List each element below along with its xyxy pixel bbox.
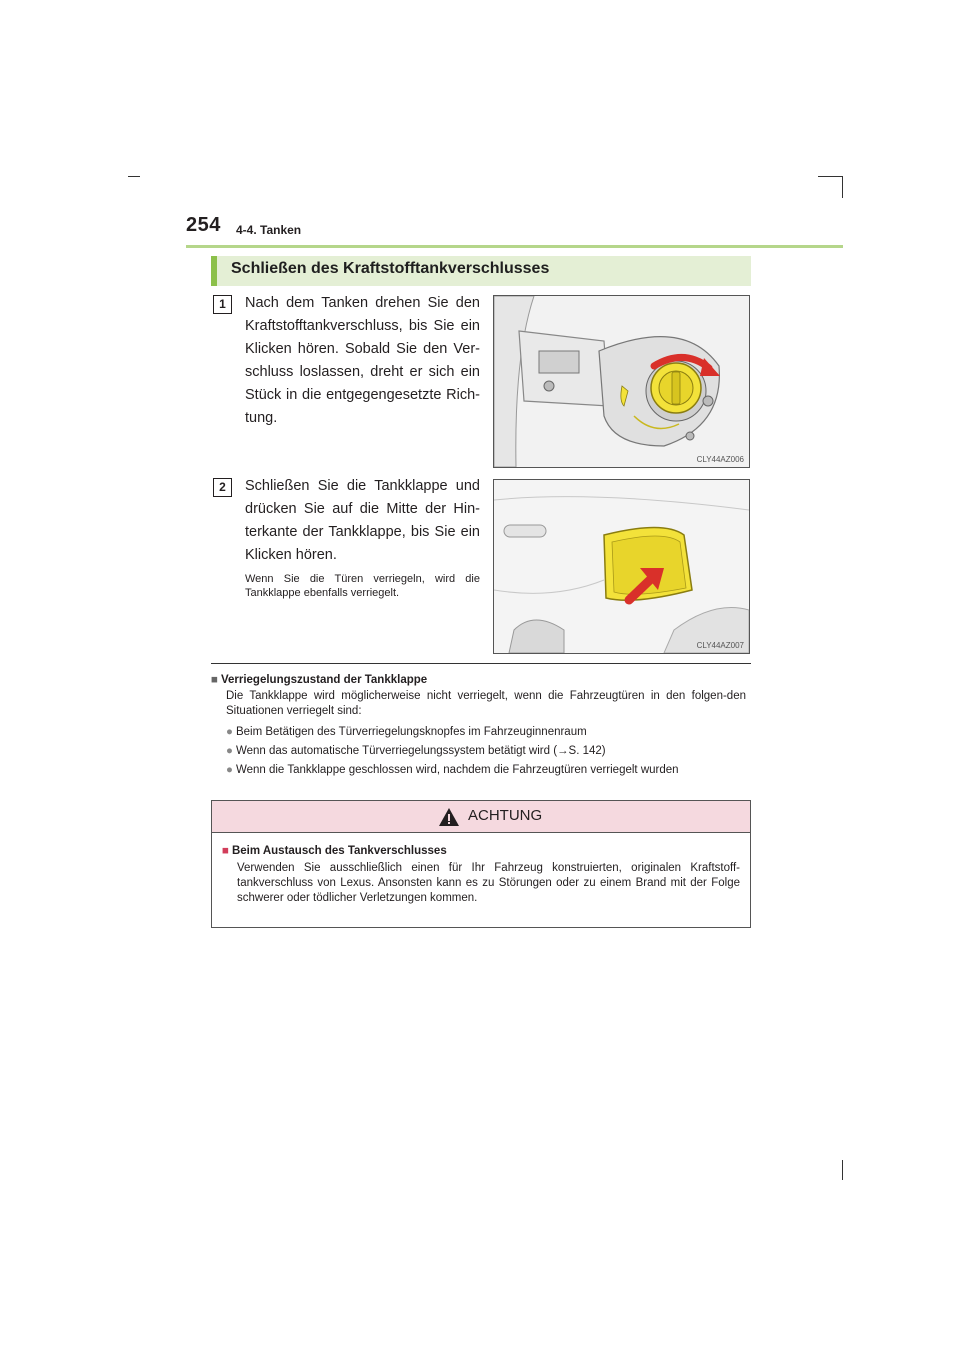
step-number-2: 2 <box>213 478 232 497</box>
figure-code: CLY44AZ006 <box>696 455 744 464</box>
step-1-text: Nach dem Tanken drehen Sie den Kraftstofftankverschluss, bis Sie ein Klicken hören. Sobald Sie den Ver-schluss loslassen, dreht er sich ein Stück in die entgegengesetzte Rich-tung. <box>245 295 480 426</box>
fuel-cap-illustration <box>494 296 749 467</box>
warning-body <box>212 833 750 906</box>
warning-header <box>212 801 750 833</box>
list-item-text: Wenn die Tankklappe geschlossen wird, nachdem die Fahrzeugtüren verriegelt wurden <box>235 764 679 776</box>
warning-subheading-text: Beim Austausch des Tankverschlusses <box>231 845 447 857</box>
warning-subheading <box>222 845 740 857</box>
warning-title: ACHTUNG <box>468 807 543 824</box>
page-number: 254 <box>186 214 221 236</box>
list-item <box>226 726 746 738</box>
warning-box <box>211 800 751 928</box>
bullet-icon: ● <box>226 745 233 757</box>
section-divider <box>211 663 751 664</box>
info-heading <box>211 674 746 686</box>
list-item-text: Wenn das automatische Türverriegelungssystem betätigt wird (→S. 142) <box>235 745 606 757</box>
crop-mark <box>842 1160 843 1180</box>
crop-mark <box>818 176 842 177</box>
step-2-note: Wenn Sie die Türen verriegeln, wird die Tankklappe ebenfalls verriegelt. <box>245 573 480 599</box>
figure-fuel-cap <box>493 295 750 468</box>
figure-code: CLY44AZ007 <box>696 641 744 650</box>
list-item-text: Beim Betätigen des Türverriegelungsknopfes im Fahrzeuginnenraum <box>235 726 587 738</box>
square-marker-icon: ■ <box>222 845 229 857</box>
fuel-door-illustration <box>494 480 749 653</box>
section-title: Schließen des Kraftstofftankverschlusses <box>231 260 550 277</box>
crop-mark <box>128 176 140 177</box>
chapter-title: 4-4. Tanken <box>236 223 302 237</box>
list-item <box>226 764 746 776</box>
header-rule <box>186 245 843 248</box>
crop-mark <box>842 176 843 198</box>
info-heading-text: Verriegelungszustand der Tankklappe <box>220 674 428 686</box>
section-bar <box>211 256 751 286</box>
warning-triangle-icon <box>438 807 460 827</box>
info-block <box>211 674 746 776</box>
square-marker-icon: ■ <box>211 674 218 686</box>
step-number-1: 1 <box>213 295 232 314</box>
list-item <box>226 745 746 757</box>
step-2-text: Schließen Sie die Tankklappe und drücken Sie auf die Mitte der Hin-terkante der Tankklappe, bis Sie ein Klicken hören. <box>245 478 480 563</box>
info-text: Die Tankklappe wird möglicherweise nicht verriegelt, wenn die Fahrzeugtüren in den folgen-den Situationen verriegelt sind: <box>226 690 746 717</box>
bullet-icon: ● <box>226 764 233 776</box>
figure-fuel-door <box>493 479 750 654</box>
warning-text: Verwenden Sie ausschließlich einen für Ihr Fahrzeug konstruierten, originalen Kraftstoff-tankverschluss von Lexus. Ansonsten kann es zu Störungen oder zu einem Brand mit der Folge schwerer oder tödlicher Verletzungen kommen. <box>237 862 740 904</box>
bullet-icon: ● <box>226 726 233 738</box>
